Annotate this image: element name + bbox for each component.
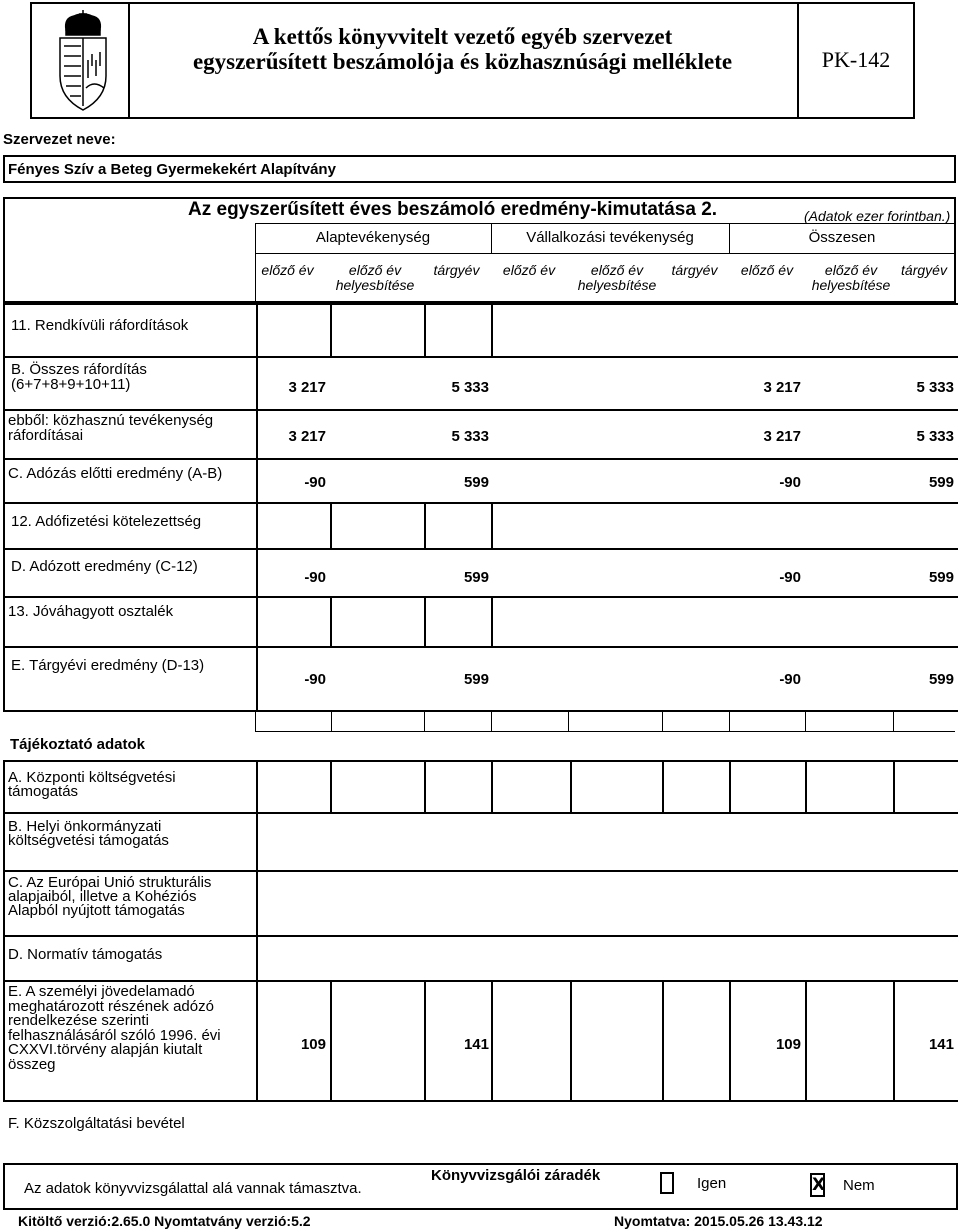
value-cell: 599 — [463, 671, 489, 688]
col-alap-corr: előző év helyesbítése — [335, 262, 415, 293]
value-cell: 599 — [928, 474, 954, 491]
value-cell: -90 — [304, 474, 326, 491]
audit-no-checkbox[interactable] — [810, 1173, 825, 1197]
group-osszesen: Összesen — [808, 229, 876, 246]
form-code: PK-142 — [821, 47, 891, 72]
value-cell: 141 — [928, 1036, 954, 1053]
info-row-label: D. Normatív támogatás — [8, 946, 163, 963]
row-label: D. Adózott eredmény (C-12) — [11, 558, 198, 575]
info-row-label: F. Közszolgáltatási bevétel — [8, 1115, 185, 1132]
info-row-label: C. Az Európai Unió strukturális alapjaiból, illetve a Kohéziós Alapból nyújtott támogatás — [8, 874, 212, 919]
value-cell: -90 — [304, 671, 326, 688]
row-label: C. Adózás előtti eredmény (A-B) — [8, 465, 223, 482]
value-cell: 599 — [463, 474, 489, 491]
value-cell: 5 333 — [451, 379, 489, 396]
info-row-label: B. Helyi önkormányzati költségvetési támogatás — [8, 818, 169, 849]
value-cell: -90 — [304, 569, 326, 586]
col-vall-prev: előző év — [502, 262, 556, 278]
info-title: Tájékoztató adatok — [10, 736, 146, 753]
value-cell: 599 — [928, 671, 954, 688]
value-cell: 3 217 — [288, 379, 326, 396]
checked-mark-icon: X — [812, 1175, 826, 1195]
col-alap-prev: előző év — [261, 262, 314, 278]
col-alap-curr: tárgyév — [433, 262, 480, 278]
value-cell: 109 — [775, 1036, 801, 1053]
value-cell: 5 333 — [451, 428, 489, 445]
audit-no-label: Nem — [843, 1177, 875, 1194]
info-row-label: A. Központi költségvetési támogatás — [8, 769, 176, 800]
row-label: 11. Rendkívüli ráfordítások — [11, 317, 189, 334]
audit-title: Könyvvizsgálói záradék — [431, 1167, 601, 1184]
value-cell: 5 333 — [916, 428, 954, 445]
footer-version: Kitöltő verzió:2.65.0 Nyomtatvány verzió:5.2 — [18, 1213, 311, 1229]
group-vallalkozasi: Vállalkozási tevékenység — [526, 229, 694, 246]
value-cell: 141 — [463, 1036, 489, 1053]
row-label: 12. Adófizetési kötelezettség — [11, 513, 202, 530]
row-label: B. Összes ráfordítás (6+7+8+9+10+11) — [11, 361, 147, 393]
section-title: Az egyszerűsített éves beszámoló eredmény-kimutatása 2. — [188, 199, 718, 220]
value-cell: 109 — [300, 1036, 326, 1053]
org-name: Fényes Szív a Beteg Gyermekekért Alapítvány — [8, 161, 336, 178]
value-cell: 5 333 — [916, 379, 954, 396]
col-vall-curr: tárgyév — [671, 262, 718, 278]
audit-text: Az adatok könyvvizsgálattal alá vannak támasztva. — [24, 1180, 362, 1197]
value-cell: -90 — [779, 569, 801, 586]
col-ossz-curr: tárgyév — [901, 262, 947, 278]
value-cell: -90 — [779, 671, 801, 688]
col-ossz-prev: előző év — [740, 262, 794, 278]
form-title: A kettős könyvvitelt vezető egyéb szervezet egyszerűsített beszámolója és közhasznúsági melléklete — [192, 24, 733, 74]
value-cell: 3 217 — [763, 379, 801, 396]
audit-yes-checkbox[interactable] — [660, 1172, 674, 1194]
col-vall-corr: előző év helyesbítése — [577, 262, 657, 293]
value-cell: 599 — [463, 569, 489, 586]
row-label: E. Tárgyévi eredmény (D-13) — [11, 657, 205, 674]
value-cell: 599 — [928, 569, 954, 586]
value-cell: 3 217 — [288, 428, 326, 445]
col-ossz-corr: előző év helyesbítése — [811, 262, 891, 293]
audit-yes-label: Igen — [697, 1175, 727, 1192]
row-label: ebből: közhasznú tevékenység ráfordításai — [8, 412, 214, 444]
row-label: 13. Jóváhagyott osztalék — [8, 603, 174, 620]
org-label: Szervezet neve: — [3, 131, 116, 148]
unit-note: (Adatok ezer forintban.) — [804, 208, 951, 224]
group-alap: Alaptevékenység — [315, 229, 431, 246]
info-row-label: E. A személyi jövedelamadó meghatározott részének adózó rendelkezése szerinti felhasználásáról szóló 1996. évi CXXVI.törvény alapján kiutalt összeg — [8, 983, 221, 1073]
value-cell: -90 — [779, 474, 801, 491]
coat-of-arms-logo — [52, 6, 114, 116]
value-cell: 3 217 — [763, 428, 801, 445]
footer-printed: Nyomtatva: 2015.05.26 13.43.12 — [614, 1213, 823, 1229]
